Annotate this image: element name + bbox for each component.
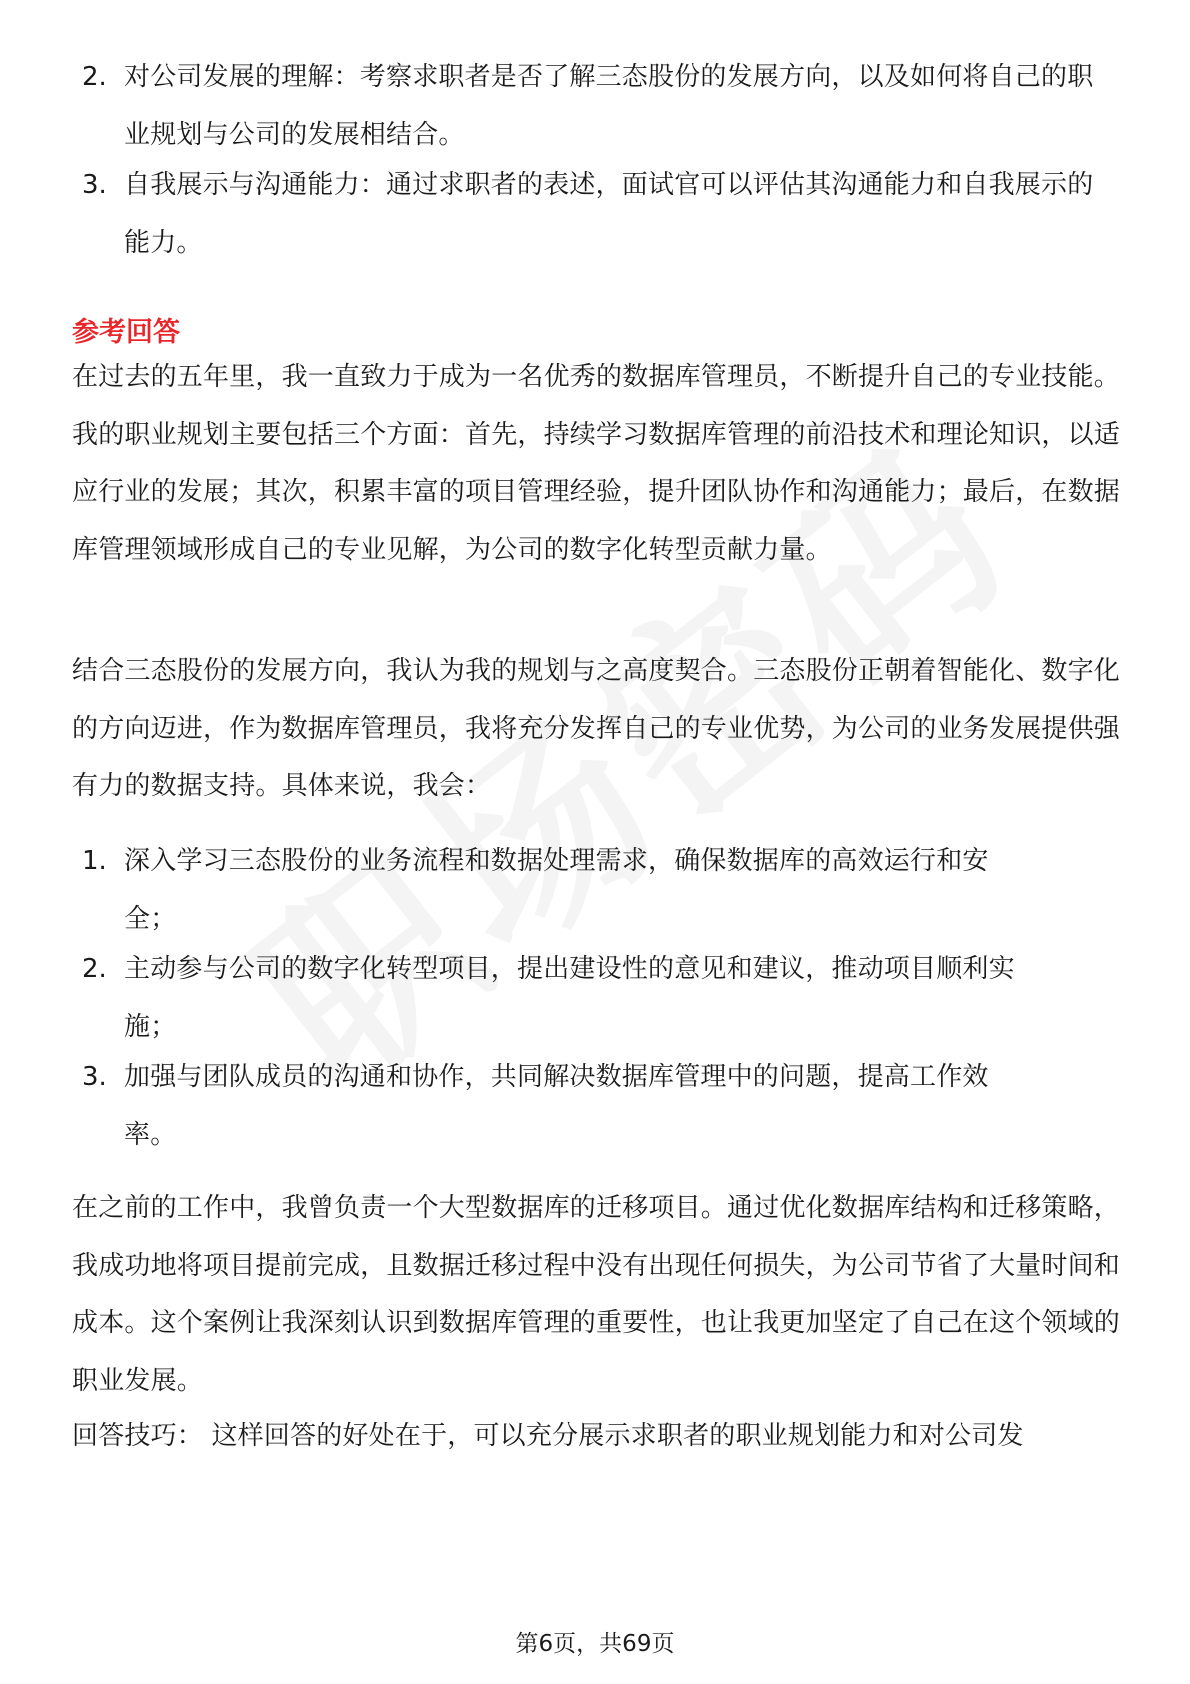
paragraph: 结合三态股份的发展方向，我认为我的规划与之高度契合。三态股份正朝着智能化、数字化的方向迈进，作为数据库管理员，我将充分发挥自己的专业优势，为公司的业务发展提供强有力的数据支持。具体来说，我会： — [72, 656, 1121, 801]
list-text: 自我展示与沟通能力：通过求职者的表述，面试官可以评估其沟通能力和自我展示的能力。 — [124, 170, 1094, 258]
list-text: 对公司发展的理解：考察求职者是否了解三态股份的发展方向，以及如何将自己的职业规划与公司的发展相结合。 — [124, 62, 1094, 150]
list-number: 3. — [82, 170, 107, 200]
list-number: 1. — [82, 846, 107, 876]
list-text: 加强与团队成员的沟通和协作，共同解决数据库管理中的问题，提高工作效率。 — [124, 1062, 989, 1150]
list-text: 主动参与公司的数字化转型项目，提出建设性的意见和建议，推动项目顺利实施； — [124, 954, 1015, 1042]
list-number: 2. — [82, 62, 107, 92]
paragraph: 在过去的五年里，我一直致力于成为一名优秀的数据库管理员，不断提升自己的专业技能。我的职业规划主要包括三个方面：首先，持续学习数据库管理的前沿技术和理论知识，以适应行业的发展；其次，积累丰富的项目管理经验，提升团队协作和沟通能力；最后，在数据库管理领域形成自己的专业见解，为公司的数字化转型贡献力量。 — [72, 362, 1121, 565]
page-number: 第6页，共69页 — [515, 1631, 675, 1657]
list-text: 深入学习三态股份的业务流程和数据处理需求，确保数据库的高效运行和安全； — [124, 846, 989, 934]
answer-tips-paragraph: 回答技巧： 这样回答的好处在于，可以充分展示求职者的职业规划能力和对公司发 — [72, 1421, 1024, 1451]
section-heading: 参考回答 — [72, 317, 180, 348]
paragraph: 在之前的工作中，我曾负责一个大型数据库的迁移项目。通过优化数据库结构和迁移策略，我成功地将项目提前完成，且数据迁移过程中没有出现任何损失，为公司节省了大量时间和成本。这个案例让我深刻认识到数据库管理的重要性，也让我更加坚定了自己在这个领域的职业发展。 — [72, 1193, 1121, 1396]
list-number: 2. — [82, 954, 107, 984]
list-number: 3. — [82, 1062, 107, 1092]
